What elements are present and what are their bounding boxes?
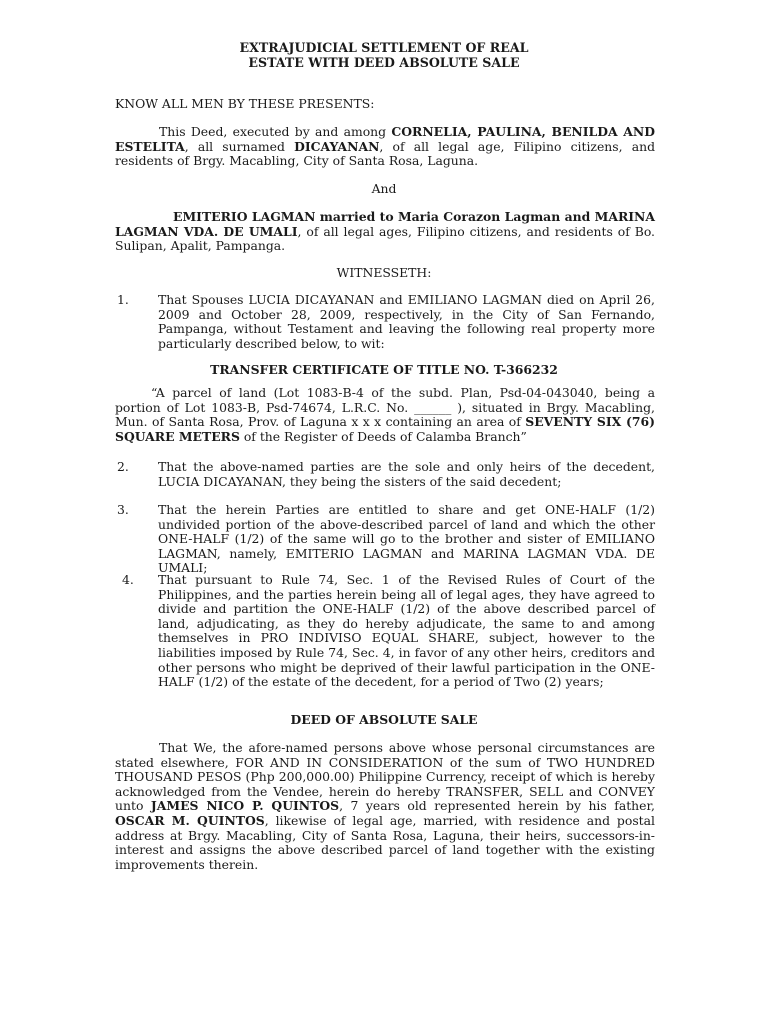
witnesseth-heading: WITNESSETH: <box>336 265 432 280</box>
and-separator: And <box>371 181 397 196</box>
doc-title-line1: EXTRAJUDICIAL SETTLEMENT OF REAL <box>239 40 529 55</box>
item-3-number: 3. <box>117 502 129 517</box>
item-1-text: That Spouses LUCIA DICAYANAN and EMILIANO LAGMAN died on April 26, 2009 and October 28, 2009, respectively, in the City of San Fernando, Pampanga, without Testament and leaving the following real property more particularly described below, to wit: <box>158 292 655 351</box>
item-1-number: 1. <box>117 292 129 307</box>
item-3-text: That the herein Parties are entitled to share and get ONE-HALF (1/2) undivided portion of the above-described parcel of land and which the other ONE-HALF (1/2) of the same will go to the brother and sister of EMILIANO LAGMAN, namely, EMITERIO LAGMAN and MARINA LAGMAN VDA. DE UMALI; <box>158 502 655 576</box>
deed-of-sale-heading: DEED OF ABSOLUTE SALE <box>290 712 478 727</box>
item-2-text: That the above-named parties are the sole and only heirs of the decedent, LUCIA DICAYANAN, they being the sisters of the said decedent; <box>158 459 655 489</box>
tct-heading: TRANSFER CERTIFICATE OF TITLE NO. T-366232 <box>210 362 558 377</box>
item-4-text: That pursuant to Rule 74, Sec. 1 of the Revised Rules of Court of the Philippines, and the parties herein being all of legal ages, they have agreed to divide and partition the ONE-HALF (1/2) of the above described parcel of land, adjudicating, as they do hereby adjudicate, the same to and among themselves in PRO INDIVISO EQUAL SHARE, subject, however to the liabilities imposed by Rule 74, Sec. 4, in favor of any other heirs, creditors and other persons who might be deprived of their lawful participation in the ONE-HALF (1/2) of the estate of the decedent, for a period of Two (2) years; <box>158 572 655 690</box>
opening: KNOW ALL MEN BY THESE PRESENTS: <box>115 96 375 111</box>
paragraph-parties-2: EMITERIO LAGMAN married to Maria Corazon Lagman and MARINA LAGMAN VDA. DE UMALI, of all legal ages, Filipino citizens, and residents of Bo. Sulipan, Apalit, Pampanga. <box>115 209 655 254</box>
item-2-number: 2. <box>117 459 129 474</box>
sale-paragraph: That We, the afore-named persons above whose personal circumstances are stated elsewhere, FOR AND IN CONSIDERATION of the sum of TWO HUNDRED THOUSAND PESOS (Php 200,000.00) Philippine Currency, receipt of which is hereby acknowledged from the Vendee, herein do hereby TRANSFER, SELL and CONVEY unto JAMES NICO P. QUINTOS, 7 years old represented herein by his father, OSCAR M. QUINTOS, likewise of legal age, married, with residence and postal address at Brgy. Macabling, City of Santa Rosa, Laguna, their heirs, successors-in-interest and assigns the above described parcel of land together with the existing improvements therein. <box>115 740 656 872</box>
doc-title-line2: ESTATE WITH DEED ABSOLUTE SALE <box>248 55 520 70</box>
paragraph-parties-1: This Deed, executed by and among CORNELIA, PAULINA, BENILDA AND ESTELITA, all surnamed DICAYANAN, of all legal age, Filipino citizens, and residents of Brgy. Macabling, City of Santa Rosa, Laguna. <box>115 124 656 169</box>
item-4-number: 4. <box>122 572 134 587</box>
land-description: “A parcel of land (Lot 1083-B-4 of the subd. Plan, Psd-04-043040, being a portion of Lot 1083-B, Psd-74674, L.R.C. No. ______ ), situated in Brgy. Macabling, Mun. of Santa Rosa, Prov. of Laguna x x x containing an area of SEVENTY SIX (76) SQUARE METERS of the Register of Deeds of Calamba Branch” <box>115 385 655 444</box>
